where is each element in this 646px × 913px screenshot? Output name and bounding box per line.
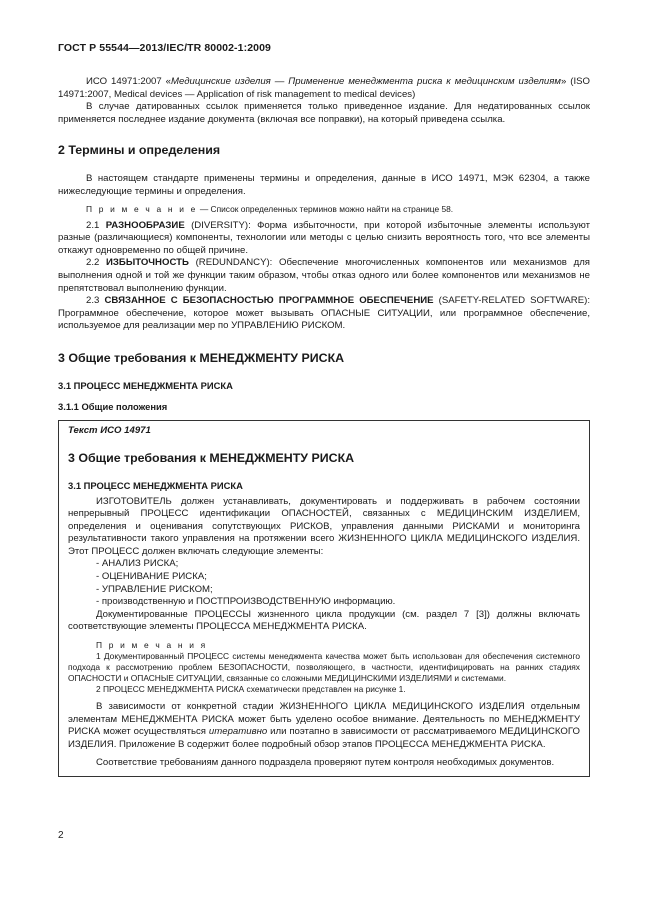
iso-text-box [58, 420, 590, 777]
box-paragraph-2: Документированные ПРОЦЕССЫ жизненного цикла продукции (см. раздел 7 [3]) должны включать соответствующие элементы ПРОЦЕССА МЕНЕДЖМЕНТА РИСКА. [68, 608, 580, 633]
box-notes-label: П р и м е ч а н и я [96, 640, 208, 651]
section-2-note [58, 204, 590, 215]
box-label: Текст ИСО 14971 [68, 424, 151, 436]
page-content [58, 76, 590, 777]
page-number: 2 [58, 830, 64, 841]
reference-title: Медицинские изделия — Применение менеджмента риска к медицинским изделиям [171, 76, 561, 87]
term-name: РАЗНООБРАЗИЕ [105, 219, 185, 231]
box-paragraph-1: ИЗГОТОВИТЕЛЬ должен устанавливать, документировать и поддерживать в рабочем состоянии непрерывный ПРОЦЕСС идентификации ОПАСНОСТЕЙ, связанных с МЕДИЦИНСКИМ ИЗДЕЛИЕМ, определения и оценивания сопутствующих РИСКОВ, управления данными РИСКАМИ и мониторинга результативности такого управления на протяжении всего ЖИЗНЕННОГО ЦИКЛА МЕДИЦИНСКОГО ИЗДЕЛИЯ. Этот ПРОЦЕСС должен включать следующие элементы: [68, 495, 580, 557]
term-definition: (REDUNDANCY): Обеспечение многочисленных компонентов или механизмов для выполнения одной и той же функции таким образом, чтобы отказ одного или более компонентов или механизмов не препятствовал выполнению функции. [58, 257, 590, 294]
box-note-1: 1 Документированный ПРОЦЕСС системы менеджмента качества может быть использован для обеспечения системного подхода к рассмотрению проблем БЕЗОПАСНОСТИ, позволяющего, в частности, идентифицировать на ранних стадиях ОПАСНОСТИ и ОПАСНЫЕ СИТУАЦИИ, связанные со сложными МЕДИЦИНСКИМИ ИЗДЕЛИЯМИ и системами. [68, 651, 580, 684]
box-paragraph-3 [68, 701, 580, 751]
list-item: - УПРАВЛЕНИЕ РИСКОМ; [96, 583, 213, 595]
paragraph-part: или поэтапно в зависимости от рассматриваемого МЕДИЦИНСКОГО ИЗДЕЛИЯ. Приложение В содержит более подробный обзор этапов ПРОЦЕССА МЕНЕДЖМЕНТА РИСКА. [68, 726, 580, 750]
term-safety-related-software [58, 295, 590, 333]
term-name: ИЗБЫТОЧНОСТЬ [106, 257, 189, 269]
term-redundancy [58, 257, 590, 295]
note-text: — Список определенных терминов можно найти на странице 58. [197, 203, 454, 214]
box-paragraph-4: Соответствие требованиям данного подраздела проверяют путем контроля необходимых документов. [96, 757, 555, 769]
document-header: ГОСТ Р 55544—2013/IEC/TR 80002-1:2009 [58, 42, 271, 54]
paragraph-italic: итеративно [208, 726, 268, 738]
reference-iso14971 [58, 76, 590, 101]
term-diversity [58, 220, 590, 258]
section-3-1-1-title: 3.1.1 Общие положения [58, 400, 168, 412]
box-title: 3 Общие требования к МЕНЕДЖМЕНТУ РИСКА [68, 450, 355, 465]
note-label: П р и м е ч а н и е [86, 203, 198, 214]
dated-references-note: В случае датированных ссылок применяется только приведенное издание. Для недатированных ссылок применяется последнее издание документа (включая все поправки), на который приведена ссылка. [58, 101, 590, 125]
paragraph-part: В зависимости от конкретной стадии ЖИЗНЕННОГО ЦИКЛА МЕДИЦИНСКОГО ИЗДЕЛИЯ отдельным элементам МЕНЕДЖМЕНТА РИСКА может быть уделено особое внимание. Деятельность по МЕНЕДЖМЕНТУ РИСКА может осуществляться [68, 701, 580, 738]
term-number: 2.2 [86, 257, 107, 269]
list-item: - ОЦЕНИВАНИЕ РИСКА; [96, 571, 207, 583]
section-3-1-title: 3.1 ПРОЦЕСС МЕНЕДЖМЕНТА РИСКА [58, 379, 233, 391]
section-2-title: 2 Термины и определения [58, 143, 221, 158]
list-item: - производственную и ПОСТПРОИЗВОДСТВЕННУЮ информацию. [96, 596, 396, 608]
section-3-title: 3 Общие требования к МЕНЕДЖМЕНТУ РИСКА [58, 350, 345, 365]
box-subtitle: 3.1 ПРОЦЕСС МЕНЕДЖМЕНТА РИСКА [68, 479, 243, 491]
box-note-2: 2 ПРОЦЕСС МЕНЕДЖМЕНТА РИСКА схематически представлен на рисунке 1. [96, 684, 406, 695]
term-number: 2.1 [86, 219, 106, 231]
list-item: - АНАЛИЗ РИСКА; [96, 558, 179, 570]
reference-english: » (ISO 14971:2007, Medical devices — Application of risk management to medical devices) [58, 76, 590, 100]
term-definition: (SAFETY-RELATED SOFTWARE): Программное обеспечение, которое может вызывать ОПАСНЫЕ СИТУАЦИИ, или программное обеспечение, используемое для реализации мер по УПРАВЛЕНИЮ РИСКОМ. [58, 295, 590, 332]
term-definition: (DIVERSITY): Форма избыточности, при которой избыточные элементы используют разные (различающиеся) компоненты, технологии или методы с целью снизить вероятность того, что все элементы откажут одновременно по общей причине. [58, 219, 590, 256]
term-number: 2.3 [86, 295, 105, 307]
term-name: СВЯЗАННОЕ С БЕЗОПАСНОСТЬЮ ПРОГРАММНОЕ ОБЕСПЕЧЕНИЕ [104, 295, 434, 307]
section-2-intro: В настоящем стандарте применены термины и определения, данные в ИСО 14971, МЭК 62304, а также нижеследующие термины и определения. [58, 173, 590, 197]
reference-plain: ИСО 14971:2007 « [86, 76, 171, 87]
